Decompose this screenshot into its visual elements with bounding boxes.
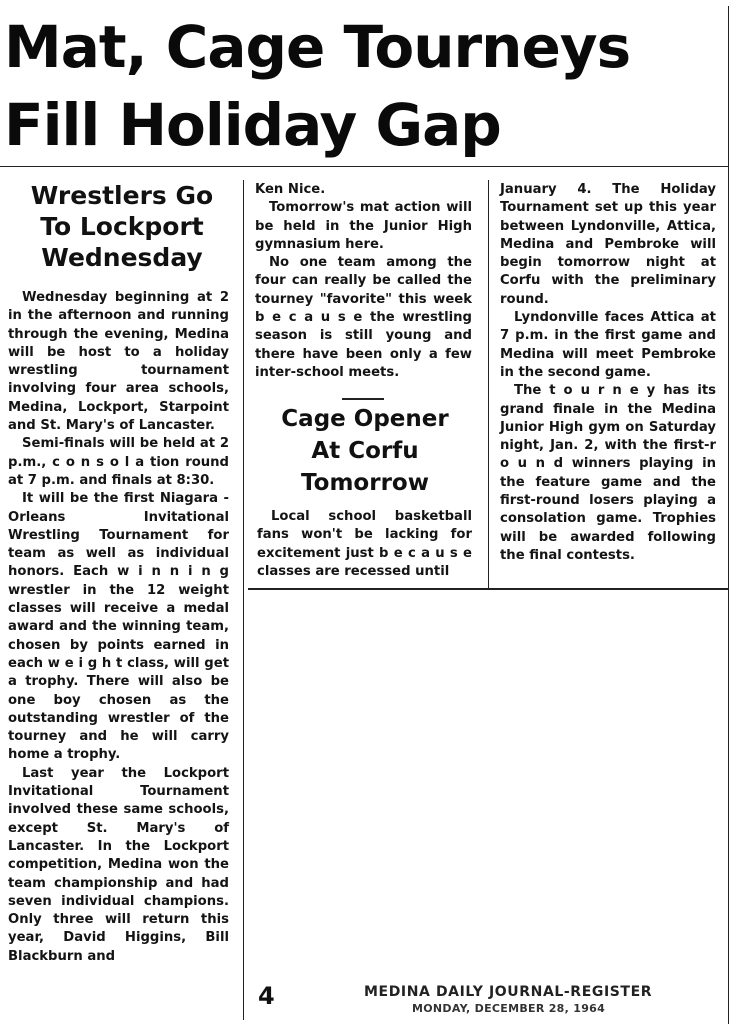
cage-subhead-line-1: Cage Opener [281,406,449,432]
page-number: 4 [258,982,275,1010]
headline-bottom-rule [0,166,728,167]
wrestlers-subhead-line-1: Wrestlers Go [30,181,214,210]
column-rule-2 [488,180,489,588]
paragraph: The t o u r n e y has its grand finale in the Medina Junior High gym on Saturday night, Jan. 2, with the first-r o u n d winners playing in the feature game and the first-round losers playing a consolation game. Trophies will be awarded following the final contests. [500,383,716,563]
cage-subhead-line-3: Tomorrow [301,470,429,496]
wrestlers-subhead-line-3: Wednesday [41,243,203,272]
wrestlers-subhead-line-2: To Lockport [40,212,204,241]
headline [4,2,730,171]
paragraph: Local school basketball fans won't be lacking for excitement just b e c a u s e classes are recessed until [257,509,472,579]
cage-continuation [500,181,716,565]
paragraph: Wednesday beginning at 2 in the afternoon and running through the evening, Medina will be host to a holiday wrestling tournament involving four area schools, Medina, Lockport, Starpoint and St. Mary's of Lancaster. [8,290,229,434]
headline-line-2: Fill Holiday Gap [4,90,501,159]
cage-story-body [257,508,472,581]
wrestlers-subhead [6,180,238,273]
newspaper-name: MEDINA DAILY JOURNAL-REGISTER [364,984,653,1000]
issue-date: MONDAY, DECEMBER 28, 1964 [412,1002,606,1015]
paragraph: Ken Nice. [255,182,326,197]
right-border-rule [728,6,729,1024]
wrestlers-story-body [8,289,229,966]
paragraph: Last year the Lockport Invitational Tournament involved these same schools, except St. Mary's of Lancaster. In the Lockport competition, Medina won the team championship and had seven individual champions. Only three will return this year, David Higgins, Bill Blackburn and [8,765,229,964]
cage-subhead [250,403,480,499]
subhead-divider-rule [342,398,384,400]
paragraph: Semi-finals will be held at 2 p.m., c o n s o l a tion round at 7 p.m. and finals at 8:30. [8,436,229,488]
column-rule-1 [243,180,244,1020]
paragraph: Lyndonville faces Attica at 7 p.m. in the first game and Medina will meet Pembroke in the second game. [500,310,716,380]
paragraph: January 4. The Holiday Tournament set up this year between Lyndonville, Attica, Medina and Pembroke will begin tomorrow night at Corfu with the preliminary round. [500,182,716,307]
paragraph: Tomorrow's mat action will be held in the Junior High gymnasium here. [255,200,472,252]
wrestlers-continuation [255,181,472,382]
cage-subhead-line-2: At Corfu [311,438,419,464]
paragraph: It will be the first Niagara - Orleans Invitational Wrestling Tournament for team as well as individual honors. Each w i n n i n g wrestler in the 12 weight classes will receive a medal award and the winning team, chosen by points earned in each w e i g h t class, will get a trophy. There will also be one boy chosen as the outstanding wrestler of the tourney and he will carry home a trophy. [8,491,229,763]
paragraph: No one team among the four can really be called the tourney "favorite" this week b e c a u s e the wrestling season is still young and there have been only a few inter-school meets. [255,255,472,380]
story-end-rule [248,588,728,590]
headline-line-1: Mat, Cage Tourneys [4,13,631,81]
